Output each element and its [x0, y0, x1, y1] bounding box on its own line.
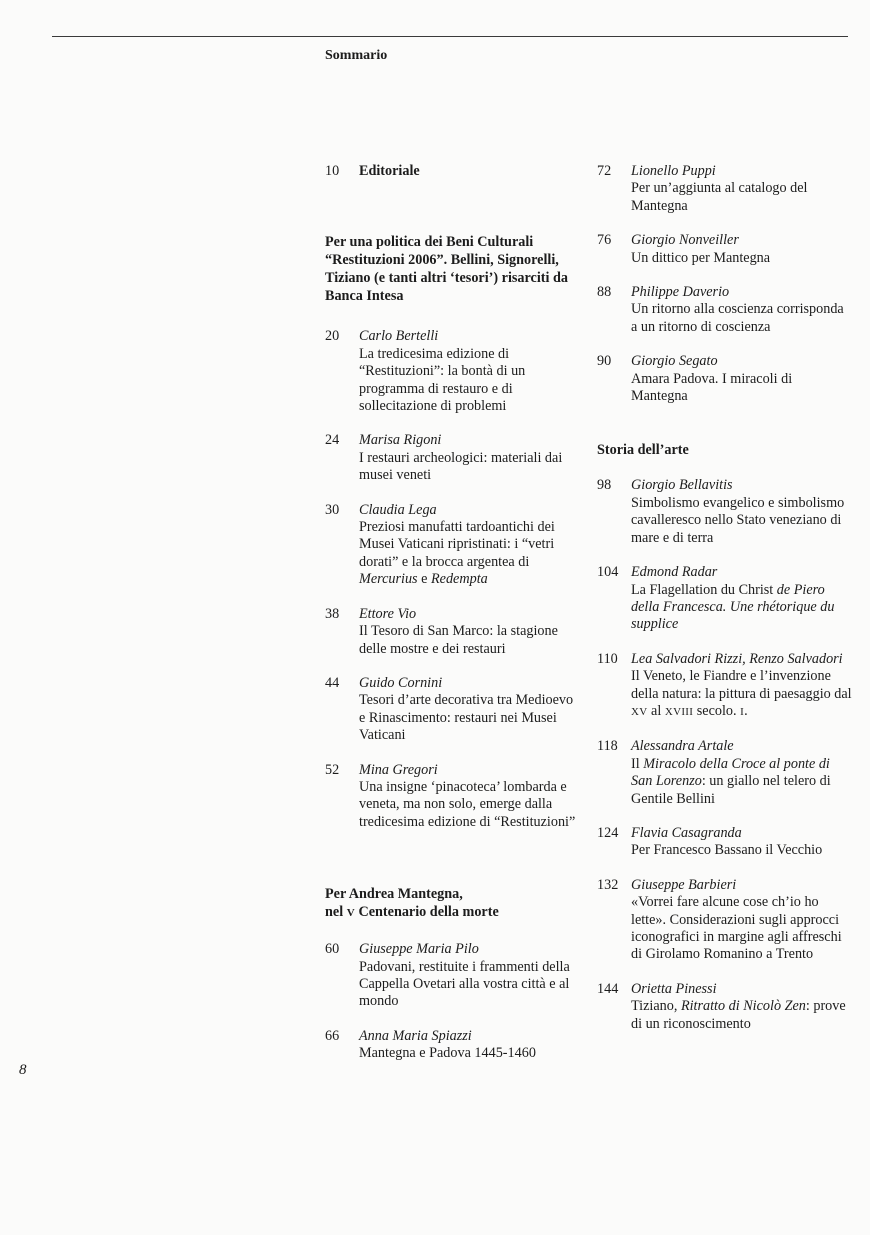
toc-author: Giorgio Segato [631, 353, 718, 370]
text-run: Tiziano, [631, 998, 681, 1015]
toc-entry[interactable] [325, 328, 580, 415]
toc-author: Anna Maria Spiazzi [359, 1027, 472, 1044]
toc-title: Padovani, restituite i frammenti della Cappella Ovetari alla vostra città e al mondo [359, 958, 570, 1010]
toc-page-number: 104 [597, 564, 619, 581]
italic-title: Miracolo della Croce al ponte di San Lorenzo [631, 755, 830, 790]
toc-entry-body [359, 941, 580, 1011]
toc-title [631, 668, 852, 721]
text-run: : prove di un riconoscimento [631, 998, 846, 1032]
toc-section-heading: Storia dell’arte [597, 442, 689, 459]
toc-entry-body [359, 328, 580, 415]
toc-page-number: 30 [325, 501, 340, 518]
toc-title: Simbolismo evangelico e simbolismo cavalleresco nello Stato veneziano di mare e di terra [631, 494, 845, 546]
toc-author: Giuseppe Barbieri [631, 876, 737, 893]
toc-page-number: 124 [597, 824, 619, 841]
toc-author: Guido Cornini [359, 674, 443, 691]
roman-numeral: XVIII [664, 705, 694, 718]
toc-heading: Editoriale [359, 163, 420, 179]
toc-author: Carlo Bertelli [359, 328, 439, 345]
roman-numeral: V [346, 907, 355, 920]
text-run: Il Veneto, le Fiandre e l’invenzione della natura: la pittura di paesaggio dal [631, 668, 852, 702]
italic-title: Redempta [431, 571, 488, 588]
toc-page-number: 144 [597, 980, 619, 997]
toc-entry-body [359, 163, 580, 180]
text-run: secolo. [693, 702, 741, 719]
toc-author: Lionello Puppi [631, 163, 716, 179]
italic-title: de Piero della Francesca. Une rhétorique du supplice [631, 581, 835, 633]
toc-entry-body [359, 432, 580, 484]
toc-entry-body [631, 353, 852, 405]
toc-entry-body [631, 232, 852, 267]
toc-title: Un dittico per Mantegna [631, 249, 771, 266]
toc-entry[interactable] [325, 432, 580, 484]
toc-title [631, 998, 852, 1033]
roman-numeral: XV [631, 705, 648, 718]
text-run: al [647, 702, 665, 719]
toc-title: Il Tesoro di San Marco: la stagione delle mostre e dei restauri [359, 623, 558, 657]
toc-author: Claudia Lega [359, 501, 437, 518]
toc-author: Giorgio Nonveiller [631, 232, 739, 249]
toc-title: «Vorrei fare alcune cose ch’io ho lette». Considerazioni sugli approcci iconografici in margine agli affreschi di Girolamo Romanino a Trento [631, 894, 842, 963]
toc-title: Una insigne ‘pinacoteca’ lombarda e veneta, ma non solo, emerge dalla tredicesima edizione di “Restituzioni” [359, 778, 576, 830]
toc-title: La tredicesima edizione di “Restituzioni”: la bontà di un programma di restauro e di sollecitazione di problemi [359, 345, 526, 415]
toc-entry-body [631, 981, 852, 1033]
toc-author: Alessandra Artale [631, 738, 734, 755]
toc-entry[interactable] [597, 353, 852, 405]
toc-entry-body [359, 502, 580, 589]
toc-page-number: 132 [597, 876, 619, 893]
toc-entry-body [631, 564, 852, 634]
toc-title: Amara Padova. I miracoli di Mantegna [631, 370, 793, 405]
toc-author: Edmond Radar [631, 564, 718, 581]
toc-author: Giuseppe Maria Pilo [359, 941, 479, 958]
header-rule [52, 36, 848, 37]
toc-title [631, 582, 852, 634]
toc-section-heading [325, 885, 580, 922]
text-run: nel [325, 904, 347, 921]
toc-entry-body [631, 163, 852, 215]
toc-entry-body [359, 675, 580, 745]
toc-entry-body [359, 606, 580, 658]
toc-page-number: 118 [597, 738, 618, 755]
toc-page-number: 20 [325, 328, 340, 345]
toc-page-number: 66 [325, 1027, 340, 1044]
toc-entry[interactable] [325, 606, 580, 658]
toc-page-number: 44 [325, 674, 340, 691]
toc-entry[interactable] [597, 981, 852, 1033]
toc-author: Orietta Pinessi [631, 980, 717, 997]
toc-page-number: 38 [325, 605, 340, 622]
toc-entry-body [359, 1028, 580, 1063]
toc-author: Flavia Casagranda [631, 824, 742, 841]
toc-title: Per un’aggiunta al catalogo del Mantegna [631, 180, 808, 214]
toc-entry-body [359, 762, 580, 832]
toc-page-number: 10 [325, 163, 340, 179]
toc-page-number: 98 [597, 477, 612, 494]
toc-page-number: 76 [597, 232, 612, 249]
text-run: . [744, 702, 748, 719]
toc-entry[interactable] [597, 284, 852, 336]
text-run: La Flagellation du Christ [631, 581, 774, 598]
toc-entry[interactable] [597, 564, 852, 634]
toc-page-number: 90 [597, 353, 612, 370]
italic-title: Mercurius [359, 571, 418, 588]
toc-entry-body [631, 738, 852, 808]
toc-page-number: 52 [325, 761, 340, 778]
text-run: e [417, 571, 431, 588]
toc-entry-body [631, 877, 852, 964]
toc-entry-body [631, 825, 852, 860]
section-line [325, 903, 580, 922]
page-title: Sommario [325, 48, 388, 63]
toc-entry[interactable] [325, 762, 580, 832]
toc-author: Lea Salvadori Rizzi, Renzo Salvadori [631, 650, 843, 667]
toc-entry[interactable] [325, 941, 580, 1011]
toc-section-heading: Per una politica dei Beni Culturali “Restituzioni 2006”. Bellini, Signorelli, Tiziano (e tanti altri ‘tesori’) risarciti da Banca Intesa [325, 234, 568, 305]
toc-entry[interactable] [325, 502, 580, 589]
toc-author: Philippe Daverio [631, 284, 730, 301]
toc-entry[interactable] [597, 877, 852, 964]
section-line: Per Andrea Mantegna, [325, 886, 463, 903]
toc-page-number: 72 [597, 163, 612, 179]
text-run: Il [631, 755, 644, 772]
toc-entry[interactable] [325, 163, 580, 180]
toc-author: Marisa Rigoni [359, 432, 442, 449]
toc-entry-body [631, 284, 852, 336]
toc-title: Per Francesco Bassano il Vecchio [631, 842, 823, 859]
toc-page-number: 110 [597, 650, 618, 667]
toc-entry[interactable] [325, 1028, 580, 1063]
toc-entry[interactable] [325, 675, 580, 745]
toc-author: Mina Gregori [359, 761, 438, 778]
roman-numeral: I [740, 705, 745, 718]
toc-author: Ettore Vio [359, 605, 417, 622]
toc-title: Tesori d’arte decorativa tra Medioevo e Rinascimento: restauri nei Musei Vaticani [359, 692, 574, 744]
toc-author: Giorgio Bellavitis [631, 477, 733, 494]
text-run: : un giallo nel telero di Gentile Bellini [631, 773, 831, 807]
italic-title: Ritratto di Nicolò Zen [680, 998, 806, 1015]
toc-title [359, 519, 580, 589]
toc-entry[interactable] [597, 232, 852, 267]
page-number: 8 [19, 1062, 27, 1078]
text-run: Centenario della morte [354, 904, 499, 921]
toc-title: Un ritorno alla coscienza corrisponda a un ritorno di coscienza [631, 301, 844, 335]
toc-entry[interactable] [597, 651, 852, 722]
toc-page-number: 60 [325, 941, 340, 958]
toc-entry-body [631, 651, 852, 722]
toc-entry[interactable] [597, 163, 852, 215]
toc-right-column [597, 163, 852, 1033]
toc-title: Mantegna e Padova 1445-1460 [359, 1045, 536, 1062]
toc-entry[interactable] [597, 738, 852, 808]
toc-left-column [325, 163, 580, 1063]
toc-entry-body [631, 477, 852, 547]
toc-title: I restauri archeologici: materiali dai musei veneti [359, 449, 563, 484]
toc-page-number: 88 [597, 284, 612, 301]
toc-title [631, 756, 852, 808]
text-run: Preziosi manufatti tardoantichi dei Musei Vaticani ripristinati: i “vetri dorati” e la brocca argentea di [359, 519, 555, 570]
toc-entry[interactable] [597, 477, 852, 547]
toc-page-number: 24 [325, 432, 340, 449]
toc-entry[interactable] [597, 825, 852, 860]
